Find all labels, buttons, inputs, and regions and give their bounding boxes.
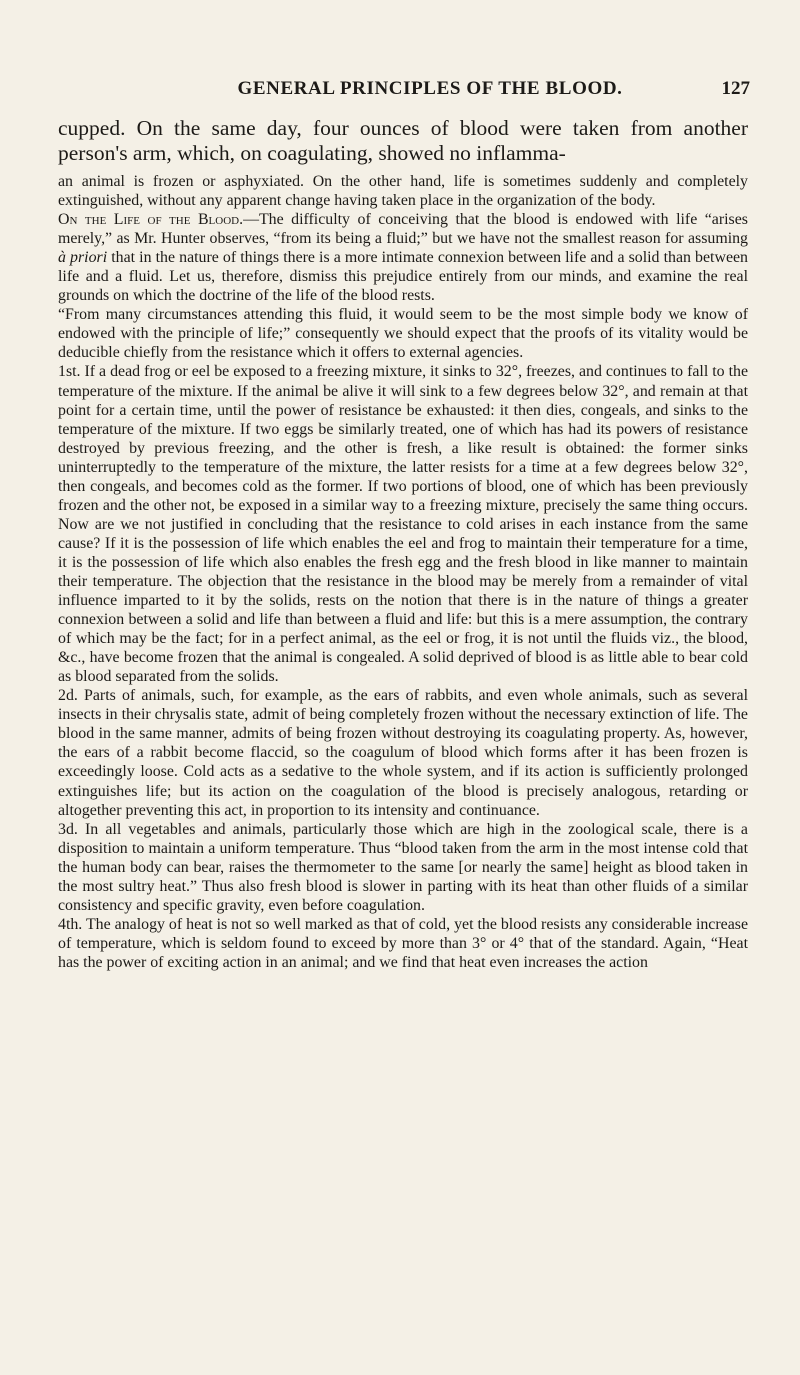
running-head: GENERAL PRINCIPLES OF THE BLOOD. [237,78,623,99]
page-header [90,78,750,108]
body-text [58,172,748,972]
paragraph-second-point: 2d. Parts of animals, such, for example, as the ears of rabbits, and even whole animals, such as several insects in their chrysalis state, admit of being completely frozen without the necessary extinction of life. The blood in the same manner, admits of being frozen without destroying its coagulating property. As, however, the ears of a rabbit become flaccid, so the coagulum of blood which forms after it has been frozen is exceedingly loose. Cold acts as a sedative to the whole system, and if its action is sufficiently prolonged extinguishes life; but its action on the coagulation of the blood is precisely analogous, retarding or altogether preventing this act, in proportion to its intensity and continuance. [58,687,748,819]
paragraph-third-point: 3d. In all vegetables and animals, particularly those which are high in the zoological scale, there is a disposition to maintain a uniform temperature. Thus “blood taken from the arm in the most intense cold that the human body can bear, raises the thermometer to the same [or nearly the same] height as blood taken in the most sultry heat.” Thus also fresh blood is slower in parting with its heat than other fluids of a similar consistency and specific gravity, even before coagulation. [58,820,748,914]
section-heading: On the Life of the Blood. [58,211,244,229]
paragraph-life-of-blood [58,210,748,305]
paragraph-animal-frozen: an animal is frozen or asphyxiated. On the other hand, life is sometimes suddenly and completely extinguished, without any apparent change having taken place in the organization of the body. [58,173,748,210]
paragraph-many-circumstances: “From many circumstances attending this fluid, it would seem to be the most simple body we know of endowed with the principle of life;” consequently we should expect that the proofs of its vitality would be deducible chiefly from the resistance which it offers to external agencies. [58,306,748,362]
paragraph-first-point: 1st. If a dead frog or eel be exposed to a freezing mixture, it sinks to 32°, freezes, and continues to fall to the temperature of the mixture. If the animal be alive it will sink to a few degrees below 32°, and remain at that point for a certain time, until the power of resistance be exhausted: it then dies, congeals, and sinks to the temperature of the mixture. If two eggs be similarly treated, one of which has had its powers of resistance destroyed by previous freezing, and the other is fresh, a like result is obtained: the former sinks uninterruptedly to the temperature of the mixture, the latter resists for a time at a few degrees below 32°, then congeals, and becomes cold as the former. If two portions of blood, one of which has been previously frozen and the other not, be exposed in a similar way to a freezing mixture, precisely the same thing occurs. Now are we not justified in concluding that the resistance to cold arises in each instance from the same cause? If it is the possession of life which enables the eel and frog to maintain their temperature for a time, it is the possession of life which also enables the fresh egg and the fresh blood in like manner to maintain their temperature. The objection that the resistance in the blood may be merely from a remainder of vital influence imparted to it by the solids, rests on the notion that there is in the nature of things a greater connexion between a solid and life than between a fluid and life: but this is a mere assumption, the contrary of which may be the fact; for in a perfect animal, as the eel or frog, it is not until the fluids viz., the blood, &c., have become frozen that the animal is congealed. A solid deprived of blood is as little able to bear cold as blood separated from the solids. [58,363,748,686]
paragraph-fourth-point: 4th. The analogy of heat is not so well marked as that of cold, yet the blood resists any considerable increase of temperature, which is seldom found to exceed by more than 3° or 4° that of the standard. Again, “Heat has the power of exciting action in an animal; and we find that heat even increases the action [58,915,748,971]
page-number: 127 [721,78,750,99]
paragraph-text-part-2: that in the nature of things there is a more intimate connexion between life and a solid than between life and a fluid. Let us, therefore, dismiss this prejudice entirely from our minds, and examine the real grounds on which the doctrine of the life of the blood rests. [58,249,748,305]
paragraph-text-part-1: —The difficulty of conceiving that the blood is endowed with life “arises merely,” as Mr. Hunter observes, “from its being a fluid;” but we have not the smallest reason for assuming [58,211,748,248]
lead-paragraph-fragment: cupped. On the same day, four ounces of blood were taken from another person's arm, which, on coagulating, showed no inflamma- [58,116,748,165]
italic-phrase: à priori [58,249,108,267]
